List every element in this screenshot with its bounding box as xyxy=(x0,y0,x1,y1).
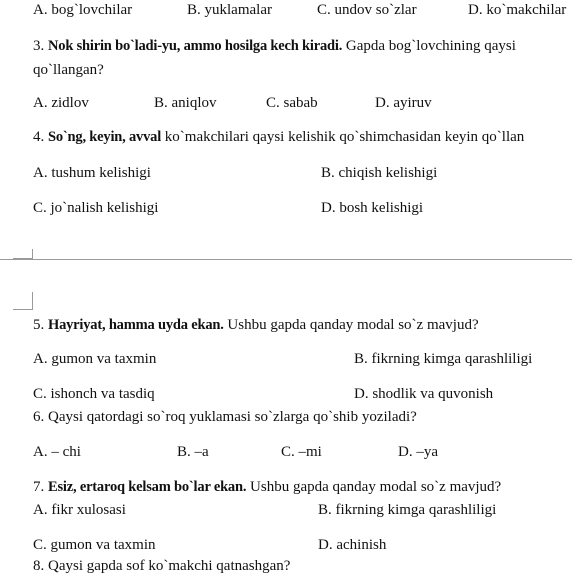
q7-option-b: B. fikrning kimga qarashliligi xyxy=(318,502,497,518)
question-4-prompt: ko`makchilari qaysi kelishik qo`shimchasidan keyin qo`llan xyxy=(161,129,525,145)
question-8: 8. Qaysi gapda sof ko`makchi qatnashgan? xyxy=(33,558,291,574)
q4-option-a: A. tushum kelishigi xyxy=(33,165,151,181)
q7-option-d: D. achinish xyxy=(318,537,387,553)
q5-option-a: A. gumon va taxmin xyxy=(33,351,157,367)
q5-option-d: D. shodlik va quvonish xyxy=(354,386,494,402)
question-5 xyxy=(33,316,479,334)
question-7-sentence: Esiz, ertaroq kelsam bo`lar ekan. xyxy=(48,479,247,495)
prev-option-d: D. ko`makchilar xyxy=(468,2,567,18)
q3-option-d: D. ayiruv xyxy=(375,95,432,111)
q7-option-c: C. gumon va taxmin xyxy=(33,537,156,553)
question-3-line2: qo`llangan? xyxy=(33,62,104,78)
q6-option-b: B. –a xyxy=(177,444,209,460)
q3-option-c: C. sabab xyxy=(266,95,318,111)
question-3-number: 3. xyxy=(33,38,45,54)
q5-option-b: B. fikrning kimga qarashliligi xyxy=(354,351,533,367)
question-5-sentence: Hayriyat, hamma uyda ekan. xyxy=(48,317,224,333)
question-3 xyxy=(33,37,516,55)
question-7-number: 7. xyxy=(33,479,45,495)
q6-option-a: A. – chi xyxy=(33,444,81,460)
question-5-number: 5. xyxy=(33,317,45,333)
q6-option-d: D. –ya xyxy=(398,444,438,460)
prev-option-a: A. bog`lovchilar xyxy=(33,2,133,18)
question-5-prompt: Ushbu gapda qanday modal so`z mavjud? xyxy=(223,317,479,333)
page-corner-mark-top xyxy=(13,292,33,310)
q4-option-d: D. bosh kelishigi xyxy=(321,200,424,216)
q6-option-c: C. –mi xyxy=(281,444,322,460)
q3-option-a: A. zidlov xyxy=(33,95,89,111)
q5-option-c: C. ishonch va tasdiq xyxy=(33,386,155,402)
prev-option-c: C. undov so`zlar xyxy=(317,2,417,18)
question-4-number: 4. xyxy=(33,129,45,145)
q7-option-a: A. fikr xulosasi xyxy=(33,502,126,518)
page-break-line xyxy=(0,259,572,260)
page-corner-mark-bottom xyxy=(13,249,33,259)
q3-option-b: B. aniqlov xyxy=(154,95,217,111)
q4-option-c: C. jo`nalish kelishigi xyxy=(33,200,159,216)
question-7-prompt: Ushbu gapda qanday modal so`z mavjud? xyxy=(246,479,502,495)
question-7 xyxy=(33,478,501,496)
question-3-prompt: Gapda bog`lovchining qaysi xyxy=(342,38,516,54)
q4-option-b: B. chiqish kelishigi xyxy=(321,165,438,181)
question-3-sentence: Nok shirin bo`ladi-yu, ammo hosilga kech kiradi. xyxy=(48,38,343,54)
prev-option-b: B. yuklamalar xyxy=(187,2,272,18)
question-4 xyxy=(33,128,524,146)
question-4-words: So`ng, keyin, avval xyxy=(48,129,162,145)
question-6: 6. Qaysi qatordagi so`roq yuklamasi so`zlarga qo`shib yoziladi? xyxy=(33,409,417,425)
